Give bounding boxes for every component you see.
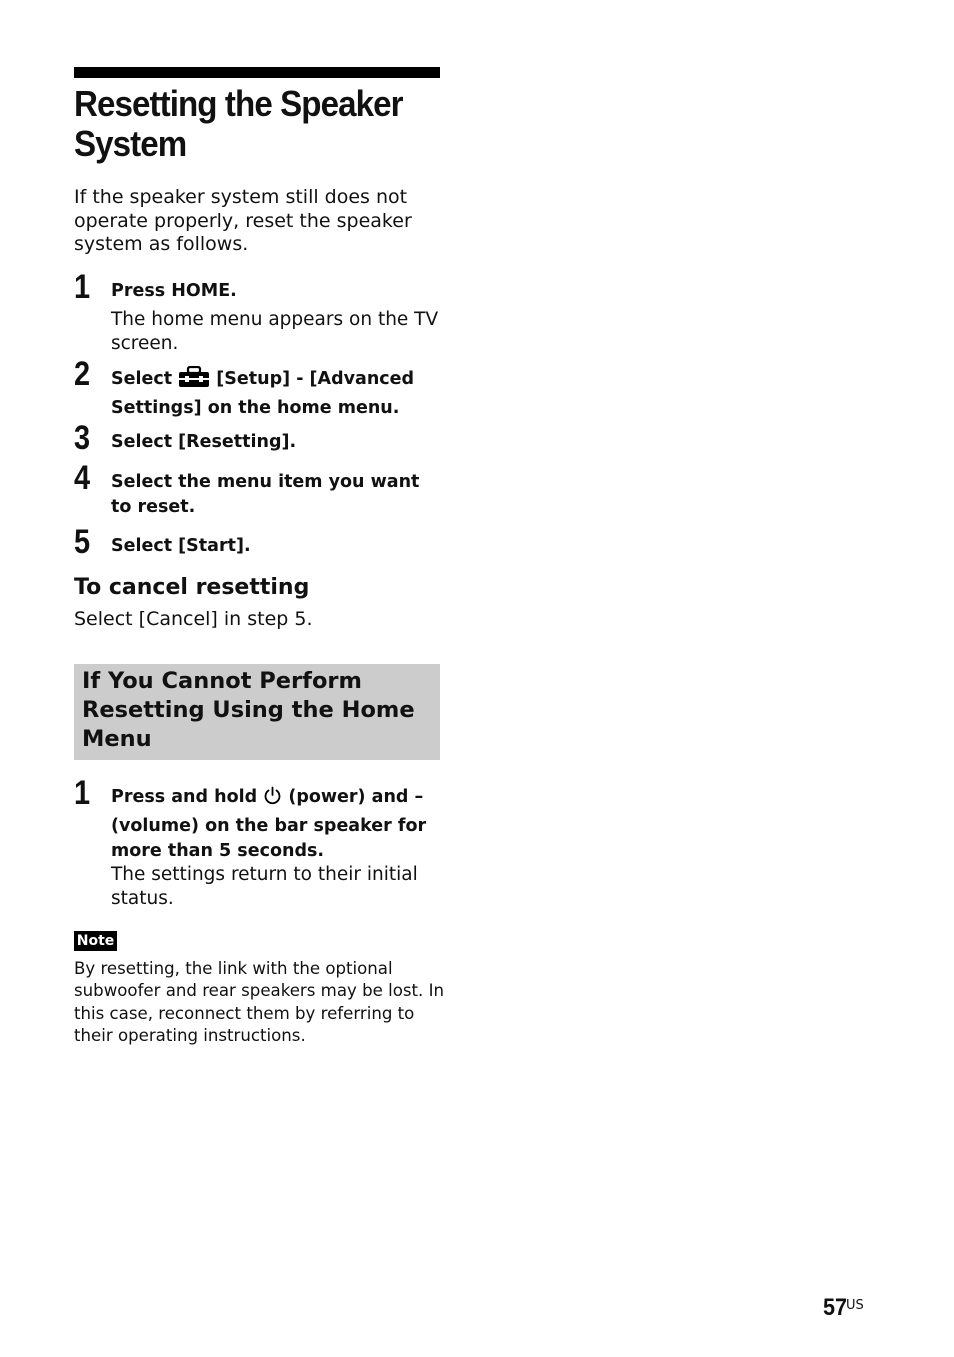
step-number: 1: [74, 268, 91, 306]
step-instruction-prefix: Press and hold: [111, 787, 258, 807]
step-instruction-suffix: (power) and – (volume) on the bar speaker for more than 5 seconds.: [111, 787, 427, 861]
step-instruction: [111, 366, 441, 421]
step-number: 4: [74, 459, 91, 497]
step-number: 5: [74, 523, 91, 561]
step-instruction: Select [Start].: [111, 536, 251, 556]
note-text: By resetting, the link with the optional subwoofer and rear speakers may be lost. In this case, reconnect them by referring to their operating instructions.: [74, 959, 444, 1045]
page-number: 57: [823, 1294, 848, 1321]
step-number: 3: [74, 419, 91, 457]
page-title: Resetting the Speaker System: [74, 83, 403, 164]
alt-section-header: [74, 664, 440, 760]
power-icon: [263, 786, 282, 814]
toolbox-icon: [178, 366, 210, 396]
step-number: 1: [74, 774, 91, 812]
cancel-text: Select [Cancel] in step 5.: [74, 608, 313, 630]
intro-text: If the speaker system still does not operate properly, reset the speaker system as follows.: [74, 186, 412, 255]
step-number: 2: [74, 355, 91, 393]
page-region-code: US: [846, 1298, 864, 1313]
step-description: The settings return to their initial status.: [111, 864, 418, 909]
step-instruction: Select [Resetting].: [111, 432, 297, 452]
alt-section-heading: If You Cannot Perform Resetting Using the Home Menu: [82, 668, 415, 752]
step-instruction: Press HOME.: [111, 281, 237, 301]
cancel-heading: To cancel resetting: [74, 575, 310, 600]
step-instruction-suffix: [Setup] - [Advanced Settings] on the home menu.: [111, 369, 415, 418]
step-instruction-prefix: Select: [111, 369, 173, 389]
step-description: The home menu appears on the TV screen.: [111, 309, 439, 354]
section-rule: [74, 67, 440, 78]
step-instruction: Select the menu item you want to reset.: [111, 472, 420, 517]
step-instruction: [111, 785, 441, 864]
note-badge: Note: [74, 931, 117, 951]
